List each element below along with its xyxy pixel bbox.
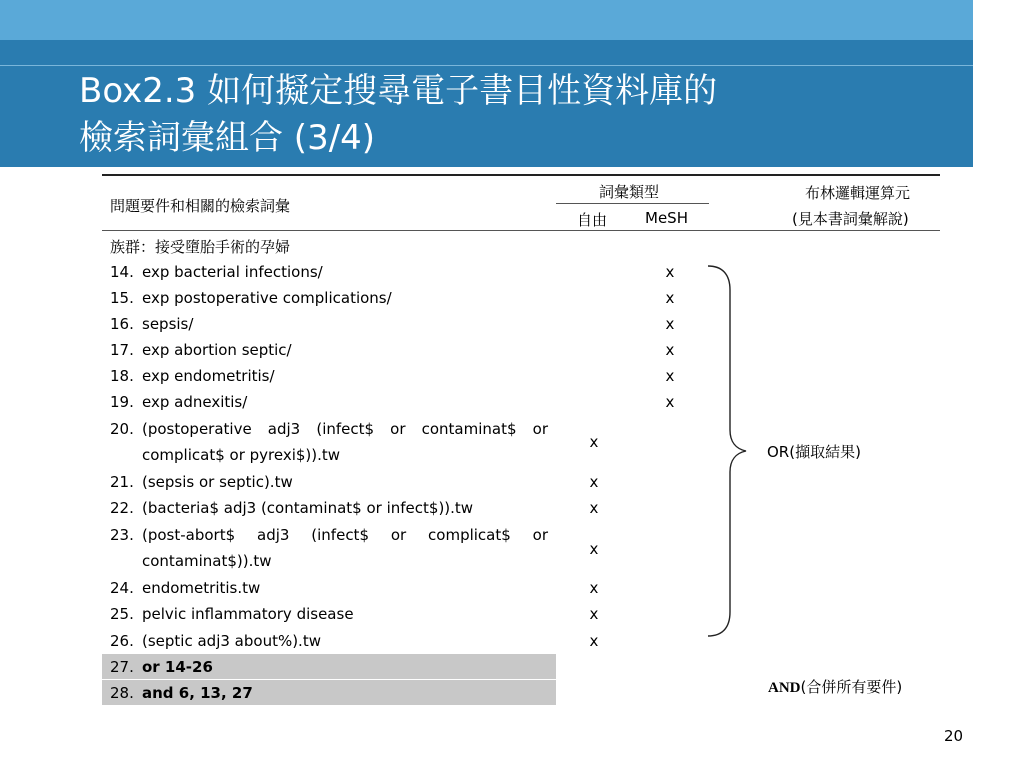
row-19-number: 19.: [110, 393, 134, 411]
slide-title-line1: Box2.3 如何擬定搜尋電子書目性資料庫的: [79, 71, 718, 111]
row-22-number: 22.: [110, 499, 134, 517]
header-divider-line: [0, 65, 973, 66]
or-brace: [700, 262, 760, 640]
row-16-number: 16.: [110, 315, 134, 333]
row-27-number: 27.: [110, 658, 134, 676]
row-16-term: sepsis/: [142, 315, 194, 333]
row-18-term: exp endometritis/: [142, 367, 275, 385]
row-20-term-line2: complicat$ or pyrexi$)).tw: [142, 446, 341, 464]
header-term-type-underline: [556, 203, 709, 204]
row-14-term: exp bacterial infections/: [142, 263, 323, 281]
row-19-term: exp adnexitis/: [142, 393, 248, 411]
row-28-number: 28.: [110, 684, 134, 702]
row-15-number: 15.: [110, 289, 134, 307]
row-25-term: pelvic inflammatory disease: [142, 605, 354, 623]
row-14-number: 14.: [110, 263, 134, 281]
row-26-free-mark: x: [589, 632, 599, 650]
row-21-number: 21.: [110, 473, 134, 491]
row-15-mesh-mark: x: [665, 289, 675, 307]
row-25-free-mark: x: [589, 605, 599, 623]
slide-title-line2: 檢索詞彙組合 (3/4): [79, 118, 376, 158]
page-number: 20: [944, 727, 964, 745]
row-23-term-line1: (post-abort$ adj3 (infect$ or complicat$ or: [142, 526, 548, 544]
header-col-terms: 問題要件和相關的檢索詞彙: [110, 197, 291, 215]
row-27-term: or 14-26: [142, 658, 213, 676]
section-label: 族群：接受墮胎手術的孕婦: [110, 238, 291, 256]
or-label: OR(擷取結果): [767, 443, 861, 461]
header-col-boolean-line1: 布林邏輯運算元: [805, 184, 911, 202]
row-22-free-mark: x: [589, 499, 599, 517]
row-23-term-line2: contaminat$)).tw: [142, 552, 272, 570]
row-22-term: (bacteria$ adj3 (contaminat$ or infect$)).tw: [142, 499, 474, 517]
slide-title: [79, 68, 959, 162]
row-26-number: 26.: [110, 632, 134, 650]
header-col-term-type: 詞彙類型: [599, 183, 660, 201]
header-bottom-border: [102, 230, 940, 231]
row-23-free-mark: x: [589, 540, 599, 558]
row-21-free-mark: x: [589, 473, 599, 491]
header-col-mesh: MeSH: [645, 209, 688, 227]
header-col-boolean-line2: (見本書詞彙解說): [792, 210, 909, 228]
row-14-mesh-mark: x: [665, 263, 675, 281]
row-25-number: 25.: [110, 605, 134, 623]
and-label: [768, 676, 902, 697]
row-24-free-mark: x: [589, 579, 599, 597]
row-19-mesh-mark: x: [665, 393, 675, 411]
row-17-term: exp abortion septic/: [142, 341, 292, 359]
row-21-term: (sepsis or septic).tw: [142, 473, 293, 491]
row-20-free-mark: x: [589, 433, 599, 451]
table-top-border: [102, 174, 940, 176]
row-18-mesh-mark: x: [665, 367, 675, 385]
row-18-number: 18.: [110, 367, 134, 385]
row-20-term-line1: (postoperative adj3 (infect$ or contaminat$ or: [142, 420, 548, 438]
header-col-free: 自由: [577, 211, 608, 229]
row-15-term: exp postoperative complications/: [142, 289, 392, 307]
row-17-number: 17.: [110, 341, 134, 359]
row-16-mesh-mark: x: [665, 315, 675, 333]
and-label-description: (合併所有要件): [800, 678, 903, 696]
row-23-number: 23.: [110, 526, 134, 544]
row-26-term: (septic adj3 about%).tw: [142, 632, 321, 650]
header-top-band: [0, 0, 973, 40]
row-20-number: 20.: [110, 420, 134, 438]
row-17-mesh-mark: x: [665, 341, 675, 359]
row-24-term: endometritis.tw: [142, 579, 261, 597]
row-28-term: and 6, 13, 27: [142, 684, 253, 702]
and-label-keyword: AND: [768, 680, 801, 696]
row-24-number: 24.: [110, 579, 134, 597]
